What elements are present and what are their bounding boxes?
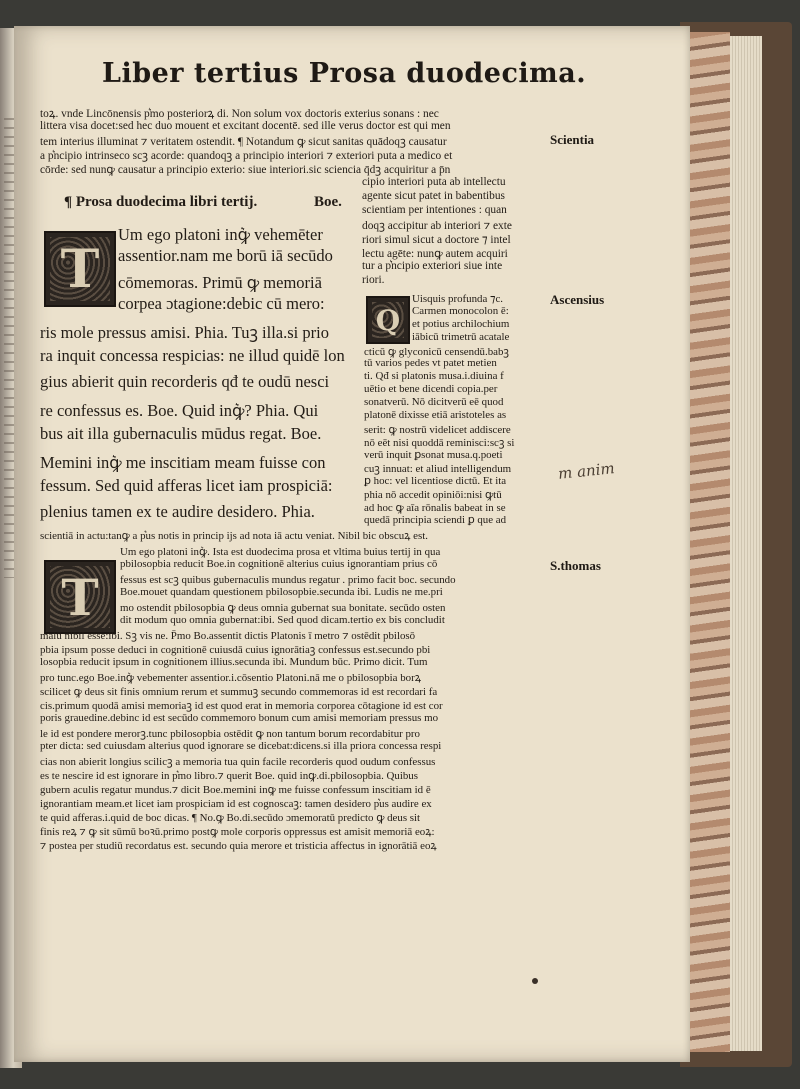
text-line: te quid afferas.i.quid de boc dicas. ¶ No.ꝙ Bo.di.secūdo ɔmemoratū predicto ꝙ deus sit [40,812,421,824]
text-line: ꝑ hoc: vel licentiose dictū. Et ita [364,475,507,487]
marbled-edge [688,32,730,1052]
text-line: malū nibil esse:ibi. Sꝫ vis ne. P̄mo Bo.assentit dictis Platonis ī metro ⁊ ostēdit pbilosō [40,630,416,642]
speaker-label: Boe. [314,194,342,210]
text-line: cias non abierit longius scilicꝫ a memoria tua quin facile recorderis quod oudum confessus [40,756,436,768]
text-line: agente sicut patet in babentibus [362,190,505,202]
text-line: Uisquis profunda ⁊c. [412,293,504,305]
text-line: Boe.mouet quandam questionem pbilosopbie.secunda ibi. Ludis ne me.pri [120,586,443,598]
text-line: riori simul sicut a doctore ⁊ intel [362,234,511,246]
text-line: scilicet ꝙ deus sit finis omnium rerum et summuꝫ secundo commemoras id est recordari fa [40,686,438,698]
text-line: corpea ɔtagione:debic cū mero: [118,294,325,313]
text-line: et potius archilochium [412,318,510,330]
book-page [14,26,690,1062]
text-line: cticū ꝙ glyconicū censendū.babꝫ [364,346,509,358]
text-line: bus ait illa gubernaculis mūdus regat. Boe. [40,424,322,443]
text-line: nō eēt nisi quoddā reminisci:scꝫ si [364,437,515,449]
text-line: pbia ipsum posse deduci in cognitionē cuiusdā cuius ignorātiaꝫ confessus est.secundo pbi [40,644,431,656]
text-line: cuꝫ innuat: et aliud intelligendum [364,463,512,475]
text-line: ris mole pressus amisi. Phia. Tuꝫ illa.si prio [40,323,329,342]
text-line: doqꝫ accipitur ab interiori ⁊ exte [362,220,512,232]
text-line: Um ego platoni inꝙ͛. Ista est duodecima prosa et vltima buius tertij in qua [120,546,441,558]
text-line: pter dicta: sed cuiusdam alterius quod ignorare se dicebat:dicens.si illa priora concessa respi [40,740,442,752]
text-line: gubern aculis regatur mundus.⁊ dicit Boe.memini inꝙ me fuisse confessum inscitiam id ē [40,784,431,796]
text-line: finis reꝝ ⁊ ꝙ sit sūmū boꝛū.primo postꝙ mole corporis oppressus est amisit memoriā eoꝝ: [40,826,435,838]
text-line: iābicū trimetrū acatale [412,331,510,343]
text-line: re confessus es. Boe. Quid inꝙ͛? Phia. Qui [40,401,319,420]
text-line: ⁊ postea per studiū recordatus est. secundo quia merore et tristicia affectus in ignorātiā eoꝝ [40,840,437,852]
text-line: cōmemoras. Primū ꝙ memoriā [118,273,322,292]
initial-letter: T [61,567,99,627]
decorated-initial [44,231,116,307]
text-line: tem interius illuminat ⁊ veritatem ostendit. ¶ Notandum ꝙ sicut sanitas quādoqꝫ causatur [40,136,447,148]
text-line: gius abierit quin recorderis qđ te oudū nesci [40,372,330,391]
text-line: verū inquit ꝑsonat musa.q.poeti [364,449,503,461]
prosa-heading: ¶ Prosa duodecima libri tertij. [64,194,258,210]
text-line: quedā principia sciendi ꝑ que ad [364,514,507,526]
ink-mark [532,978,538,984]
margin-note-ascensius: Ascensius [550,292,605,307]
text-line: fessus est scꝫ quibus gubernaculis mundus regatur . primo facit boc. secundo [120,574,456,586]
decorated-initial [44,560,116,634]
handwritten-annotation: m anim [557,459,616,483]
text-line: plenius tamen ex te audire desidero. Phia. [40,502,315,521]
text-line: serit: ꝙ nostrū videlicet addiscere [364,424,511,436]
text-line: Carmen monocolon ē: [412,305,509,317]
text-line: losopbia reducit ipsum in cognitionem illius.secunda ibi. Mundum būc. Primo dicit. Tum [40,656,428,668]
text-line: tur a p͛ncipio exteriori siue inte [362,260,503,272]
page-stack-edge [730,36,762,1051]
text-line: ti. Qđ si platonis musa.i.diuina f [364,370,504,382]
initial-letter: Q [375,303,401,337]
text-line: mo ostendit pbilosopbia ꝙ deus omnia gubernat sua bonitate. secūdo osten [120,602,446,614]
text-line: platonē dixisse etiā aristoteles as [364,409,507,421]
text-line: toꝝ. vnde Lincōnensis p͛mo posteriorꝝ di. Non solum vox doctoris exterius sonans : nec [40,108,439,120]
text-line: assentior.nam me borū iā secūdo [118,246,333,265]
text-line: fessum. Sed quid afferas licet iam prospiciā: [40,476,333,495]
text-line: ra inquit concessa respicias: ne illud quidē lon [40,346,345,365]
text-line: ad hoc ꝙ aīa rōnalis babeat in se [364,502,506,514]
text-line: cōrde: sed nunꝙ causatur a principio exterio: siue interiori.sic sciencia q̄dꝫ acquiritur a p̄n [40,164,451,176]
text-line: phia nō accedit opiniōi:nisi ꝙtū [364,489,502,501]
text-line: Memini inꝙ͛ me inscitiam meam fuisse con [40,453,326,472]
text-line: tū varios pedes vt patet metien [364,357,497,369]
text-line: pro tunc.ego Boe.inꝙ͛ vebementer assentior.i.cōsentio Platoni.nā me o pbilosopbia borꝝ [40,672,422,684]
text-line: poris grauedine.debinc id est secūdo commemoro bonum cum amisi memoriam pressus mo [40,712,439,724]
text-line: scientiam per intentiones : quan [362,204,507,216]
text-line: cis.primum quodā amisi memoriaꝫ id est quod erat in memoria corporea cōtagione id est cor [40,700,443,712]
decorated-initial [366,296,410,344]
text-line: littera visa docet:sed hec duo mouent et excitant docentē. sed ille verus doctor est qui men [40,120,451,132]
page-header: Liber tertius Prosa duodecima. [102,58,587,89]
text-line: riori. [362,274,385,286]
text-line: uētio et bene dicendi copia.per [364,383,498,395]
text-line: le id est pondere merorꝫ.tunc pbilosopbia ostēdit ꝙ non tantum borum recordabitur pro [40,728,421,740]
text-line: lectu agēte: nunꝙ autem acquiri [362,248,508,260]
margin-note-s-thomas: S.thomas [550,558,601,573]
text-line: pbilosopbia reducit Boe.in cognitionē alterius cuius ignorantiam prius cō [120,558,438,570]
text-line: es te nescire id est ignorare in p͛mo libro.⁊ querit Boe. quid inꝙ.di.pbilosopbia. Quibus [40,770,418,782]
text-line: scientiā in actu:tanꝙ a p͛us notis in princip ijs ad nota iā actu veniat. Nibil bic obscuꝝ est. [40,530,428,542]
text-line: dit modum quo omnia gubernat:ibi. Sed quod dicam.tertio ex bis concludit [120,614,445,626]
text-line: a p͛ncipio intrinseco scꝫ acorde: quandoqꝫ a principio interiori ⁊ exteriori puta a medico et [40,150,453,162]
text-line: ignorantiam meam.et licet iam prospiciam id est cognoscaꝫ: tamen desidero p͛us audire ex [40,798,432,810]
text-line: Um ego platoni inꝙ͛ vehemēter [118,225,323,244]
text-line: cipio interiori puta ab intellectu [362,176,506,188]
margin-note-scientia: Scientia [550,132,595,147]
initial-letter: T [60,238,100,300]
text-line: sonatverū. Nō dicitverū eē quod [364,396,504,408]
